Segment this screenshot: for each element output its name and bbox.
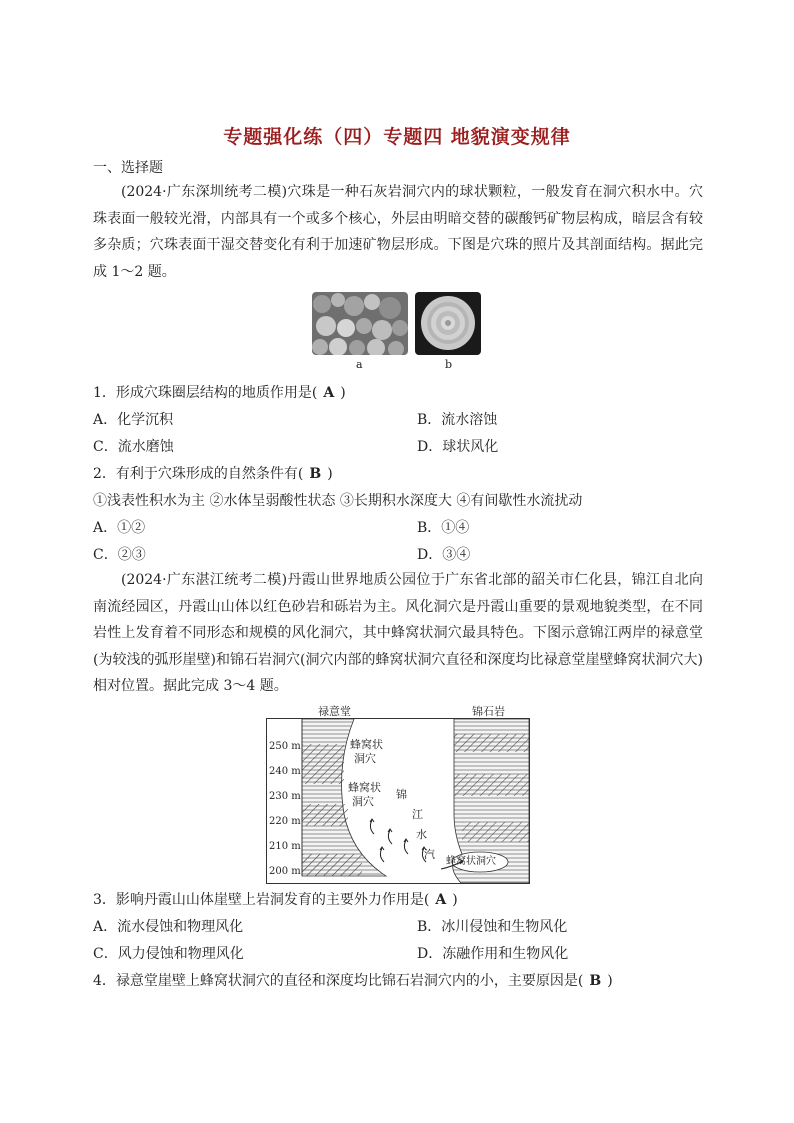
question-3-answer: A: [435, 892, 447, 908]
q1-option-c: C．流水磨蚀: [93, 439, 174, 455]
river-label-3: 水: [416, 828, 427, 841]
question-2: [93, 465, 333, 483]
passage-2: (2024·广东湛江统考二模)丹霞山世界地质公园位于广东省北部的韶关市仁化县，锦江自北向南流经园区，丹霞山山体以红色砂岩和砾岩为主。风化洞穴是丹霞山重要的景观地貌类型，在不同岩性上发育着不同形态和规模的风化洞穴，其中蜂窝状洞穴最具特色。下图示意锦江两岸的禄意堂(为较浅的弧形崖壁)和锦石岩洞穴(洞穴内部的蜂窝状洞穴直径和深度均比禄意堂崖壁蜂窝状洞穴大)相对位置。据此完成 3～4 题。: [93, 572, 703, 694]
question-1-close: ): [340, 385, 346, 401]
q2-option-b: B．①④: [417, 520, 470, 536]
cave-label-2-line-2: 洞穴: [352, 795, 374, 808]
q3-option-d: D．冻融作用和生物风化: [417, 946, 569, 962]
q2-conditions: ①浅表性积水为主 ②水体呈弱酸性状态 ③长期积水深度大 ④有间歇性水流扰动: [93, 493, 583, 509]
question-3-close: ): [452, 892, 458, 908]
question-4-close: ): [607, 973, 613, 989]
q2-option-c: C．②③: [93, 547, 146, 563]
page-title: 专题强化练（四）专题四 地貌演变规律: [223, 126, 571, 148]
figure-label-b: b: [445, 358, 453, 371]
q2-option-a: A．①②: [93, 520, 146, 536]
question-3-stem: 3．影响丹霞山山体崖壁上岩洞发育的主要外力作用是(: [93, 892, 430, 908]
figure-river-cross-section: [266, 704, 530, 884]
figure-label-a: a: [356, 358, 363, 371]
elevation-tick-210: 210 m: [269, 841, 301, 852]
q3-option-a: A．流水侵蚀和物理风化: [93, 919, 244, 935]
q1-option-d: D．球状风化: [417, 439, 499, 455]
q3-option-c: C．风力侵蚀和物理风化: [93, 946, 244, 962]
cave-pearl-photo-a: [312, 292, 408, 355]
question-4: [93, 972, 613, 990]
passage-1: (2024·广东深圳统考二模)穴珠是一种石灰岩洞穴内的球状颗粒，一般发育在洞穴积水中。穴珠表面一般较光滑，内部具有一个或多个核心，外层由明暗交替的碳酸钙矿物层构成，暗层含有较多杂质；穴珠表面干湿交替变化有利于加速矿物层形成。下图是穴珠的照片及其剖面结构。据此完成 1～2 题。: [93, 184, 703, 280]
question-1-stem: 1．形成穴珠圈层结构的地质作用是(: [93, 385, 318, 401]
river-label-4: 汽: [424, 848, 435, 861]
question-2-close: ): [327, 466, 333, 482]
cave-label-1-line-2: 洞穴: [354, 752, 376, 765]
question-3: [93, 891, 458, 909]
cave-label-1-line-1: 蜂窝状: [350, 738, 383, 751]
elevation-tick-250: 250 m: [269, 741, 301, 752]
question-1-answer: A: [323, 385, 335, 401]
q1-option-b: B．流水溶蚀: [417, 412, 498, 428]
cave-pearl-photo-b: [415, 292, 481, 355]
right-bank-label: 锦石岩: [472, 705, 505, 718]
section-heading: 一、选择题: [93, 160, 163, 176]
q1-option-a: A．化学沉积: [93, 412, 174, 428]
river-label-1: 锦: [396, 788, 407, 801]
figure-cave-pearls: [312, 292, 482, 372]
q2-option-d: D．③④: [417, 547, 471, 563]
cave-label-2-line-1: 蜂窝状: [348, 781, 381, 794]
river-label-2: 江: [412, 808, 423, 821]
question-2-stem: 2．有利于穴珠形成的自然条件有(: [93, 466, 304, 482]
elevation-tick-240: 240 m: [269, 766, 301, 777]
question-4-answer: B: [589, 973, 602, 989]
elevation-tick-200: 200 m: [269, 866, 301, 877]
question-1: [93, 384, 346, 402]
elevation-tick-220: 220 m: [269, 816, 301, 827]
question-2-answer: B: [309, 466, 322, 482]
elevation-tick-230: 230 m: [269, 791, 301, 802]
q3-option-b: B．冰川侵蚀和生物风化: [417, 919, 568, 935]
left-bank-label: 禄意堂: [318, 705, 351, 718]
question-4-stem: 4．禄意堂崖壁上蜂窝状洞穴的直径和深度均比锦石岩洞穴内的小，主要原因是(: [93, 973, 584, 989]
cave-label-3: 蜂窝状洞穴: [446, 856, 496, 867]
